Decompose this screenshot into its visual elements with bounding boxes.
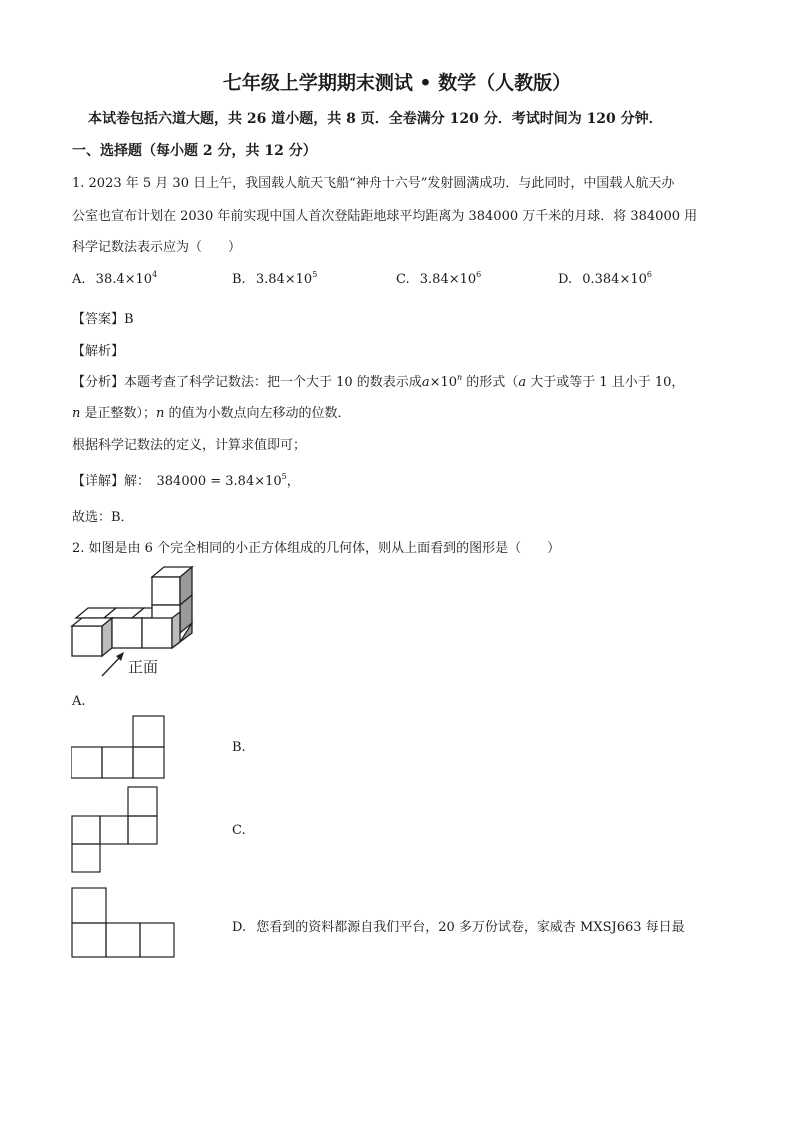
front-label: 正面 bbox=[128, 658, 159, 676]
analysis-var: n bbox=[156, 406, 165, 421]
q1-detail bbox=[72, 470, 300, 489]
q1-analysis-line2 bbox=[72, 402, 351, 421]
option-d-text: 您看到的资料都源自我们平台，20 多万份试卷，家威杏 MXSJ663 每日最 bbox=[256, 920, 685, 935]
q1-option-d bbox=[558, 272, 652, 287]
option-base: 0.384×10 bbox=[582, 272, 647, 287]
q1-analysis-tag: 【解析】 bbox=[72, 344, 125, 359]
option-exponent: 6 bbox=[476, 270, 482, 279]
q1-answer: 【答案】B bbox=[72, 312, 134, 327]
option-base: 3.84×10 bbox=[419, 272, 477, 287]
option-exponent: 5 bbox=[312, 270, 318, 279]
page-title: 七年级上学期期末测试 • 数学（人教版） bbox=[222, 72, 572, 94]
analysis-text: 【分析】本题考查了科学记数法：把一个大于 10 的数表示成 bbox=[72, 375, 422, 390]
q2-option-d bbox=[232, 916, 685, 935]
analysis-var: a bbox=[421, 375, 430, 390]
option-b-figure bbox=[71, 786, 161, 876]
q1-option-a bbox=[72, 272, 157, 287]
analysis-var: a bbox=[518, 375, 527, 390]
analysis-text: 的形式（ bbox=[462, 375, 519, 390]
q1-choice: 故选：B． bbox=[72, 510, 134, 525]
option-label: D. bbox=[558, 272, 573, 287]
option-base: 38.4×10 bbox=[95, 272, 153, 287]
analysis-text: 的值为小数点向左移动的位数． bbox=[164, 406, 351, 421]
q1-stem-line3: 科学记数法表示应为（ ） bbox=[72, 240, 242, 255]
q2-option-a-label: A. bbox=[72, 694, 86, 709]
q1-analysis-line1 bbox=[72, 371, 684, 390]
detail-text: ， bbox=[286, 474, 300, 489]
analysis-text: ×10 bbox=[429, 375, 458, 390]
q1-stem-line2: 公室也宣布计划在 2030 年前实现中国人首次登陆距地球平均距离为 384000 万千米的月球．将 384000 用 bbox=[72, 209, 698, 224]
cube-figure bbox=[66, 562, 206, 682]
option-label: C. bbox=[396, 272, 410, 287]
q2-option-b-label: B. bbox=[232, 740, 246, 755]
analysis-exponent: n bbox=[457, 373, 463, 382]
option-d-label: D. bbox=[232, 920, 247, 935]
option-exponent: 6 bbox=[646, 270, 652, 279]
section-heading: 一、选择题（每小题 2 分，共 12 分） bbox=[72, 143, 317, 159]
q1-option-b bbox=[232, 272, 317, 287]
analysis-text: 大于或等于 1 且小于 10， bbox=[526, 375, 685, 390]
q1-stem-line1: 1. 2023 年 5 月 30 日上午，我国载人航天飞船“神舟十六号”发射圆满成功．与此同时，中国载人航天办 bbox=[72, 176, 675, 191]
option-base: 3.84×10 bbox=[255, 272, 313, 287]
detail-text: 【详解】解： 384000 = 3.84×10 bbox=[72, 474, 282, 489]
analysis-var: n bbox=[72, 406, 81, 421]
detail-exponent: 5 bbox=[281, 472, 287, 481]
option-label: B. bbox=[232, 272, 246, 287]
option-a-figure bbox=[71, 715, 167, 779]
analysis-text: 是正整数）； bbox=[80, 406, 157, 421]
q1-option-c bbox=[396, 272, 481, 287]
option-exponent: 4 bbox=[152, 270, 158, 279]
q2-stem: 2. 如图是由 6 个完全相同的小正方体组成的几何体，则从上面看到的图形是（ ） bbox=[72, 541, 561, 556]
option-label: A. bbox=[72, 272, 86, 287]
option-c-figure bbox=[71, 887, 177, 959]
exam-intro: 本试卷包括六道大题，共 26 道小题，共 8 页．全卷满分 120 分．考试时间为 120 分钟． bbox=[88, 111, 663, 127]
q1-method: 根据科学记数法的定义，计算求值即可； bbox=[72, 438, 307, 453]
q2-option-c-label: C. bbox=[232, 823, 246, 838]
